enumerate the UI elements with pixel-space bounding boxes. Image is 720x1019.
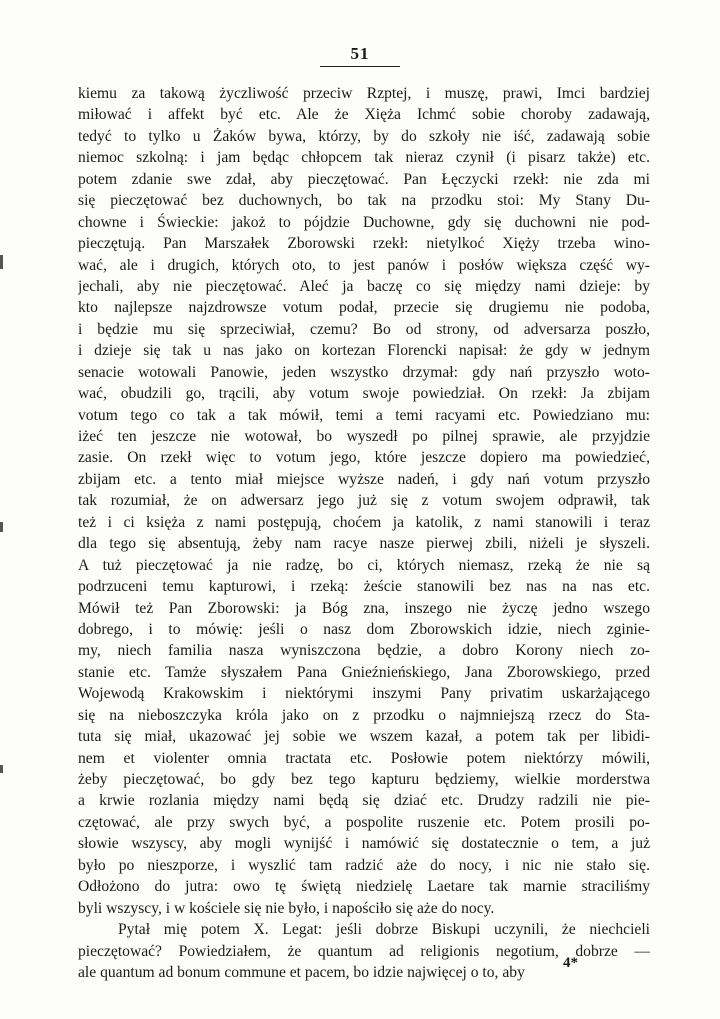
text-line: nem et violenter omnia tractata etc. Posłowie potem niektórzy mówili, [78, 749, 650, 767]
paragraph [78, 83, 650, 919]
text-line: słowie wszyscy, aby mogli wynijść i namówić się dostatecznie o tem, a już [78, 835, 650, 853]
paragraph [78, 919, 650, 983]
text-line: wać, ale i drugich, których oto, to jest panów i posłów większa część wy- [78, 256, 650, 274]
text-line: dobrego, i to mówię: jeśli o nasz dom Zborowskich idzie, niech zginie- [78, 620, 650, 638]
text-line: pieczętować? Powiedziałem, że quantum ad religionis negotium, dobrze — [78, 942, 650, 960]
text-line: kiemu za takową życzliwość przeciw Rzptej, i muszę, prawi, Imci bardziej [78, 85, 650, 102]
text-line: chowne i Świeckie: jakoż to pójdzie Duchowne, gdy się duchowni nie pod- [78, 213, 650, 231]
scan-edge-mark [0, 255, 3, 269]
scan-edge-mark [0, 522, 3, 532]
text-line: Wojewodą Krakowskim i niektórymi inszymi Pany privatim uskarżającego [78, 685, 650, 703]
text-line: iżeć ten jeszcze nie wotował, bo wyszedł po pilnej sprawie, ale przyjdzie [78, 428, 650, 445]
text-line: Pytał mię potem X. Legat: jeśli dobrze Biskupi uczynili, że niechcieli [118, 921, 650, 939]
text-line: miłować i affekt być etc. Ale że Xięża Ichmć sobie choroby zadawają, [78, 106, 650, 124]
text-line: stanie etc. Tamże słyszałem Pana Gnieźnieńskiego, Jana Zborowskiego, przed [78, 663, 650, 681]
text-line: votum tego co tak a tak mówił, temi a temi racyami etc. Powiedziano mu: [78, 406, 650, 424]
text-line: i będzie mu się sprzeciwiał, czemu? Bo od strony, od adversarza poszło, [78, 320, 650, 338]
text-line: a krwie rozlania między nami będą się dziać etc. Drudzy radzili nie pie- [78, 792, 650, 810]
text-line: zbijam etc. a tento miał miejsce wyższe nadeń, i gdy nań votum przyszło [78, 470, 650, 488]
text-line: czętować, ale przy swych być, a pospolite ruszenie etc. Potem prosili po- [78, 813, 650, 831]
header-rule [320, 66, 400, 67]
text-line: zasie. On rzekł więc to votum jego, które jeszcze dopiero ma powiedzieć, [78, 449, 650, 467]
text-line: też i ci księża z nami postępują, choćem ja katolik, z nami stanowili i teraz [78, 513, 650, 531]
text-line: tedyć to tylko u Żaków bywa, którzy, by do szkoły nie iść, zadawają sobie [78, 127, 650, 145]
text-line: byli wszyscy, i w kościele się nie było, i napościło się aże do nocy. [78, 899, 495, 917]
text-line: tuta się miał, ukazować jej sobie we wszem kazał, a potem tak per libidi- [78, 728, 650, 746]
page-number: 51 [350, 44, 370, 63]
text-line: się pieczętować bez duchownych, bo tak na przodku stoi: My Stany Du- [78, 192, 650, 210]
text-line: i dzieje się tak u nas jako on kortezan Florencki napisał: że gdy w jednym [78, 342, 650, 360]
text-line: podrzuceni temu kapturowi, i rzeką: żeście stanowili bez nas na nas etc. [78, 578, 650, 596]
text-line: wać, obudzili go, trącili, aby votum swoje powiedział. On rzekł: Ja zbijam [78, 385, 650, 403]
text-line: A tuż pieczętować ja nie radzę, bo ci, których niemasz, rzeką że nie są [78, 556, 650, 574]
text-line: ale quantum ad bonum commune et pacem, bo idzie najwięcej o to, aby [78, 963, 525, 981]
text-line: Odłożono do jutra: owo tę świętą niedzielę Laetare tak marnie straciliśmy [78, 878, 650, 896]
text-line: żeby pieczętować, bo gdy bez tego kapturu będziemy, wielkie morderstwa [78, 771, 650, 788]
text-line: jechali, aby nie pieczętować. Aleć ja baczę co się między nami dzieje: by [78, 277, 650, 295]
text-line: dla tego się absentują, żeby nam racye nasze pierwej zbili, niżeli je słyszeli. [78, 535, 650, 553]
text-line: się na nieboszczyka króla jako on z przodku o najmniejszą rzecz do Sta- [78, 706, 650, 724]
text-line: pieczętują. Pan Marszałek Zborowski rzekł: nietylkoć Xięży trzeba wino- [78, 235, 650, 253]
scan-edge-mark [0, 765, 3, 773]
text-line: tak rozumiał, że on adwersarz jego już się z votum swojem odprawił, tak [78, 492, 650, 510]
text-line: senacie wotowali Panowie, jeden wszystko drzymał: gdy nań przyszło woto- [78, 363, 650, 381]
body-text [78, 83, 650, 983]
text-line: było po nieszporze, i wyszlić tam radzić aże do nocy, i nic nie stało się. [78, 856, 650, 874]
text-line: Mówił też Pan Zborowski: ja Bóg zna, inszego nie życzę jedno wszego [78, 599, 650, 617]
text-line: kto najlepsze najzdrowsze votum podał, przecie się drugiemu nie podoba, [78, 299, 650, 317]
text-line: my, niech familia nasza wyniszczona będzie, a dobro Korony niech zo- [78, 642, 650, 660]
signature-mark: 4* [563, 955, 578, 971]
text-line: potem zdanie swe zdał, aby pieczętować. Pan Łęczycki rzekł: nie zda mi [78, 170, 650, 188]
text-line: niemoc szkolną: i jam będąc chłopcem tak nieraz czynił (i pisarz także) etc. [78, 149, 650, 167]
